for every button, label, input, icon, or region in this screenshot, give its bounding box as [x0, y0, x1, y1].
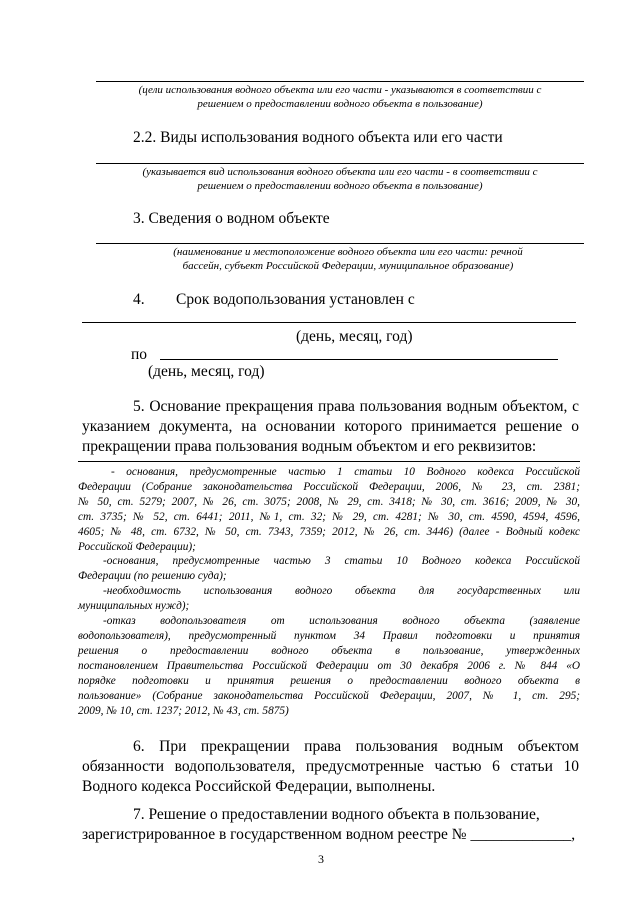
note-line: решением о предоставлении водного объекта в пользование) — [197, 180, 483, 192]
footnote-separator — [78, 461, 580, 462]
note-line: бассейн, субъект Российской Федерации, муниципальное образование) — [182, 260, 514, 272]
note-water-body-info — [96, 245, 600, 273]
item-4-text: Срок водопользования установлен с — [176, 291, 415, 308]
footnote-line: - основания, предусмотренные частью 1 статьи 10 Водного кодекса Российской — [111, 466, 580, 478]
blank-line-date-to — [160, 359, 558, 360]
footnote-line: -основания, предусмотренные частью 3 статьи 10 Водного кодекса Российской — [103, 555, 580, 568]
note-water-use-kinds — [80, 165, 600, 193]
item-7-paragraph — [82, 805, 579, 845]
item-5-paragraph — [82, 397, 579, 457]
footnote-line: 4605; № 48, ст. 6732, № 50, ст. 7343, 7359; 2012, № 26, ст. 3446) (далее - Водный кодекс — [78, 525, 580, 538]
blank-line-water-body-info — [96, 243, 584, 244]
footnote-line: -отказ водопользователя от использования водного объекта (заявление — [103, 615, 580, 628]
item-6-line: Водного кодекса Российской Федерации, выполнены. — [82, 778, 436, 795]
item-5-line: указанием документа, на основании которого принимается решение о — [82, 418, 579, 435]
footnote-line: водопользователя), предусмотренный пунктом 34 Правил подготовки и принятия — [78, 629, 580, 642]
heading-2-2: 2.2. Виды использования водного объекта или его части — [133, 129, 503, 146]
footnote-block — [78, 465, 580, 718]
page-number: 3 — [318, 852, 324, 866]
blank-line-date-from — [82, 322, 576, 323]
item-5-line: прекращении права пользования водным объектом и его реквизитов: — [82, 438, 537, 455]
item-7-line: 7. Решение о предоставлении водного объекта в пользование, — [133, 806, 540, 823]
note-line: (цели использования водного объекта или его части - указываются в соответствии с — [138, 84, 542, 96]
item-6-paragraph — [82, 737, 579, 797]
note-line: (наименование и местоположение водного объекта или его части: речной — [173, 246, 523, 258]
footnote-line: 2009, № 10, ст. 1237; 2012, № 43, ст. 5875) — [78, 704, 289, 717]
note-line: (указывается вид использования водного объекта или его части - в соответствии с — [142, 166, 538, 178]
heading-3: 3. Сведения о водном объекте — [133, 210, 330, 227]
footnote-line: пользование» (Собрание законодательства Российской Федерации, 2007, № 1, ст. 295; — [78, 689, 580, 702]
footnote-line: Федерации (по решению суда); — [78, 570, 227, 583]
date-to-label: (день, месяц, год) — [148, 363, 265, 380]
item-5-line: 5. Основание прекращения права пользования водным объектом, с — [133, 398, 579, 415]
footnote-line: № 50, ст. 5279; 2007, № 26, ст. 3075; 2008, № 29, ст. 3418; № 30, ст. 3616; 2009, № 30, — [78, 495, 580, 508]
item-4-number: 4. — [133, 291, 145, 308]
note-water-use-goals — [80, 83, 600, 111]
note-line: решением о предоставлении водного объекта в пользование) — [197, 98, 483, 110]
footnote-line: Российской Федерации); — [78, 540, 196, 553]
po-label: по — [131, 346, 148, 363]
item-7-line: зарегистрированное в государственном водном реестре № _____________, — [82, 826, 576, 843]
footnote-line: решения о предоставлении водного объекта в пользование, утвержденных — [78, 644, 580, 657]
footnote-line: муниципальных нужд); — [78, 600, 190, 613]
footnote-line: -необходимость использования водного объекта для государственных или — [103, 585, 580, 598]
footnote-line: Федерации (Собрание законодательства Российской Федерации, 2006, № 23, ст. 2381; — [78, 480, 580, 493]
blank-line-water-use-goals — [96, 81, 584, 82]
blank-line-water-use-kinds — [96, 163, 584, 164]
footnote-line: порядке подготовки и принятия решения о предоставлении водного объекта в — [78, 674, 580, 687]
item-6-line: обязанности водопользователя, предусмотренные частью 6 статьи 10 — [82, 758, 579, 775]
footnote-line: ст. 3735; № 52, ст. 6441; 2011, №1, ст. 32; № 29, ст. 4281; № 30, ст. 4590, 4594, 4596, — [78, 510, 580, 523]
footnote-line: постановлением Правительства Российской Федерации от 30 декабря 2006 г. № 844 «О — [78, 659, 580, 672]
item-6-line: 6. При прекращении права пользования водным объектом — [133, 738, 579, 755]
date-from-label: (день, месяц, год) — [296, 328, 413, 345]
